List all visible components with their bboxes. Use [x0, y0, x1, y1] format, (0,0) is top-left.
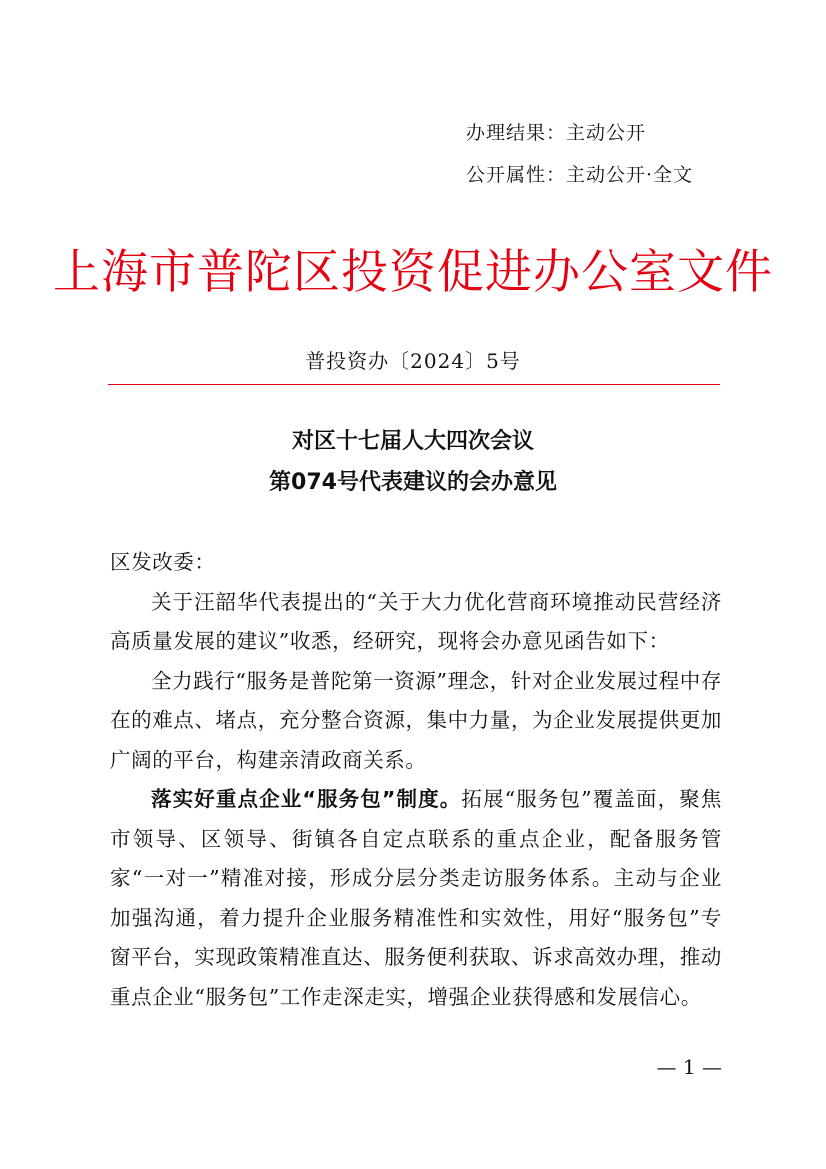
document-title-line1: 对区十七届人大四次会议: [291, 429, 534, 454]
paragraph-3-heading: 落实好重点企业“服务包”制度。: [151, 787, 462, 811]
paragraph-1: 关于汪韶华代表提出的“关于大力优化营商环境推动民营经济高质量发展的建议”收悉，经研究，现将会办意见函告如下：: [110, 589, 722, 653]
document-body: [110, 543, 722, 1017]
document-title-line2: 第074号代表建议的会办意见: [269, 470, 557, 495]
paragraph-3-body: 拓展“服务包”覆盖面，聚焦市领导、区领导、街镇各自定点联系的重点企业，配备服务管家“一对一”精准对接，形成分层分类走访服务体系。主动与企业加强沟通，着力提升企业服务精准性和实效性，用好“服务包”专窗平台，实现政策精准直达、服务便利获取、诉求高效办理，推动重点企业“服务包”工作走深走实，增强企业获得感和发展信心。: [110, 787, 722, 1009]
handling-result: 办理结果：主动公开: [466, 122, 647, 144]
document-header-title: 上海市普陀区投资促进办公室文件: [53, 245, 773, 300]
page-number: — 1 —: [656, 1055, 722, 1079]
paragraph-3: [110, 780, 722, 1017]
disclosure-attribute: 公开属性：主动公开·全文: [466, 164, 694, 186]
red-divider: [108, 384, 720, 385]
document-number: 普投资办〔2024〕5号: [305, 349, 521, 373]
paragraph-2: 全力践行“服务是普陀第一资源”理念，针对企业发展过程中存在的难点、堵点，充分整合资源，集中力量，为企业发展提供更加广阔的平台，构建亲清政商关系。: [110, 668, 722, 772]
recipient: 区发改委：: [110, 550, 216, 574]
